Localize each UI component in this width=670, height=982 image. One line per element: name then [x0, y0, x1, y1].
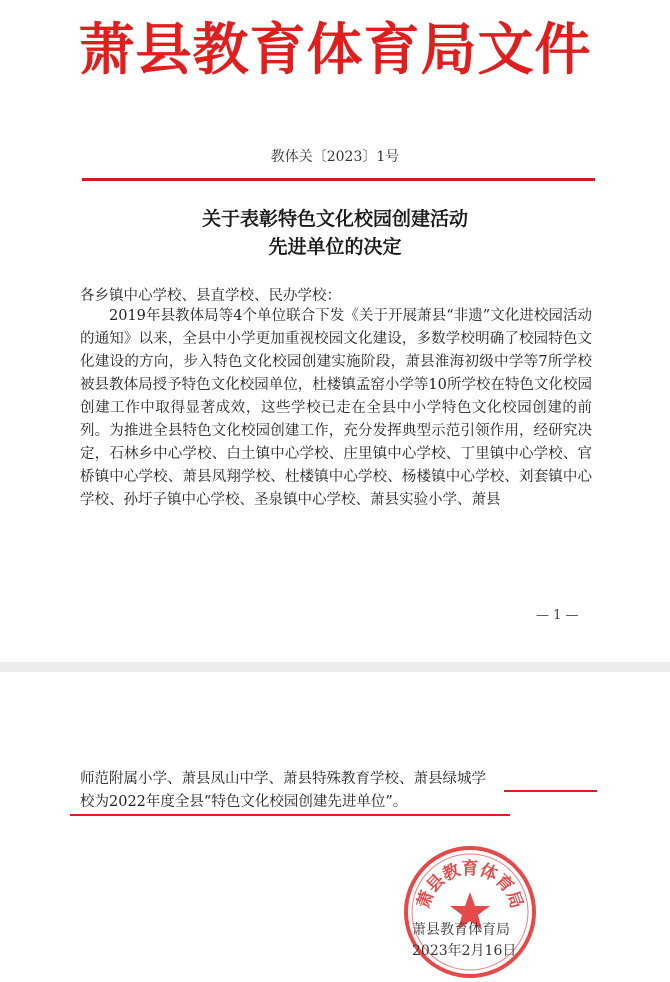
subject-line-1: 关于表彰特色文化校园创建活动	[201, 208, 468, 230]
continuation-line-1: 师范附属小学、萧县凤山中学、萧县特殊教育学校、萧县绿城学	[80, 771, 486, 787]
signature-date: 2023年2月16日	[412, 943, 517, 959]
continuation-line-2: 校为2022年度全县“特色文化校园创建先进单位”。	[80, 794, 408, 810]
signature-organization: 萧县教育体育局	[412, 922, 510, 938]
page-gap	[0, 662, 670, 672]
body-paragraph: 2019年县教体局等4个单位联合下发《关于开展萧县“非遗”文化进校园活动的通知》以来，全县中小学更加重视校园文化建设，多数学校明确了校园特色文化建设的方向，步入特色文化校园创建实施阶段，萧县淮海初级中学等7所学校被县教体局授予特色文化校园单位，杜楼镇孟窑小学等10所学校在特色文化校园创建工作中取得显著成效，这些学校已走在全县中小学特色文化校园创建的前列。为推进全县特色文化校园创建工作，充分发挥典型示范引领作用，经研究决定，石林乡中心学校、白土镇中心学校、庄里镇中心学校、丁里镇中心学校、官桥镇中心学校、萧县凤翔学校、杜楼镇中心学校、杨楼镇中心学校、刘套镇中心学校、孙圩子镇中心学校、圣泉镇中心学校、萧县实验小学、萧县	[80, 308, 592, 508]
document-subject	[0, 205, 670, 261]
official-seal-stamp	[400, 842, 540, 982]
subject-line-2: 先进单位的决定	[268, 236, 402, 258]
highlight-underline-1	[504, 790, 597, 792]
document-number: 教体关〔2023〕1号	[270, 149, 400, 165]
red-divider-line	[82, 178, 595, 181]
highlight-underline-2	[70, 814, 510, 816]
document-header-title: 萧县教育体育局文件	[78, 17, 592, 83]
seal-text: 萧县教育体育局	[413, 859, 527, 912]
addressee: 各乡镇中心学校、县直学校、民办学校：	[80, 288, 341, 304]
page-number: — 1 —	[536, 608, 579, 623]
document-page-2	[0, 672, 670, 975]
